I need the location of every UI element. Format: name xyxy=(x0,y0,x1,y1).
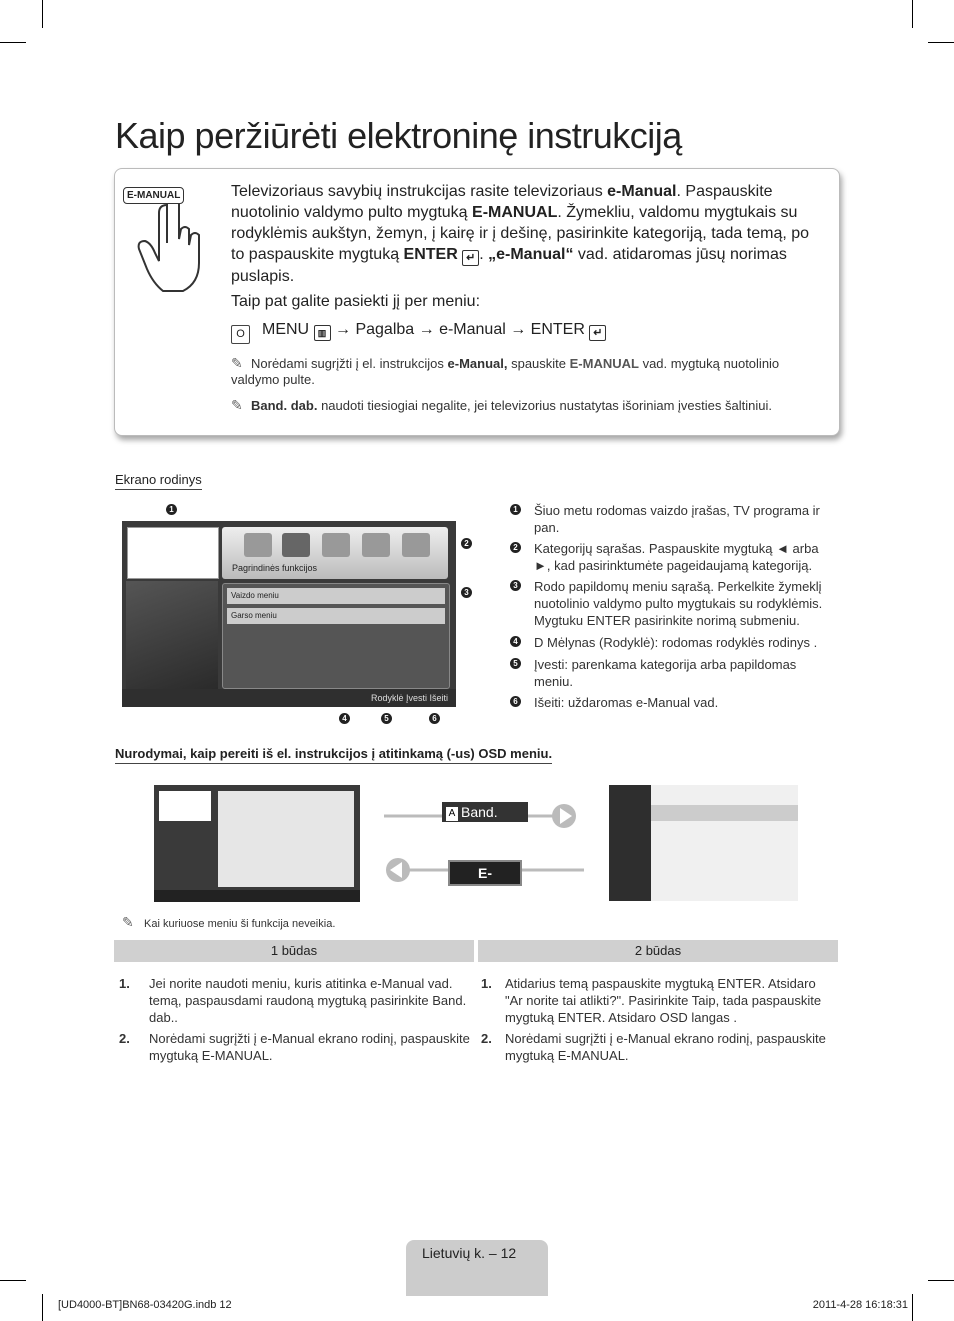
callout-number: 1 xyxy=(510,504,521,515)
menu-item[interactable]: Garso meniu xyxy=(227,608,445,624)
enter-icon: ↵ xyxy=(589,325,606,341)
emanual-page-thumbnail xyxy=(154,785,360,902)
text: → Pagalba → e-Manual → xyxy=(330,321,531,338)
note-2 xyxy=(231,397,821,414)
text: Šiuo metu rodomas vaizdo įrašas, TV programa ir pan. xyxy=(534,503,820,535)
osd-panel xyxy=(651,785,798,901)
text: 1. xyxy=(119,976,130,991)
callout-6: 6 xyxy=(429,713,440,724)
step-1-2 xyxy=(119,1030,469,1066)
text: ENTER xyxy=(403,246,458,263)
screen-bottom-bar: Rodyklė Įvesti Išeiti xyxy=(122,689,456,707)
text: Jei norite naudoti meniu, kuris atitinka e-Manual vad. temą, paspausdami raudoną mygtuką pasirinkite Band. dab.. xyxy=(149,976,467,1025)
category-icon[interactable] xyxy=(402,533,430,557)
text: Išeiti: uždaromas e-Manual vad. xyxy=(534,695,719,710)
footer-date: 2011-4-28 16:18:31 xyxy=(812,1299,908,1311)
text: Band. dab. xyxy=(446,804,498,840)
category-icon[interactable] xyxy=(282,533,310,557)
video-preview xyxy=(127,527,219,579)
note-1 xyxy=(231,355,821,388)
text: Norėdami sugrįžti į e-Manual ekrano rodinį, paspauskite mygtuką E-MANUAL. xyxy=(505,1031,826,1063)
callout-2: 2 xyxy=(461,538,472,549)
callout-number: 6 xyxy=(510,696,521,707)
text: „e-Manual“ xyxy=(488,246,574,263)
callout-5: 5 xyxy=(381,713,392,724)
text: Televizoriaus savybių instrukcijas rasite televizoriaus xyxy=(231,183,608,200)
text: Atidarius temą paspauskite mygtuką ENTER. Atsidaro "Ar norite tai atlikti?". Pasirinkite Taip, tada paspauskite mygtuką ENTER. Atsidaro OSD langas . xyxy=(505,976,822,1025)
menu-icon: ▥ xyxy=(314,325,331,341)
callout-number: 2 xyxy=(510,542,521,553)
text: naudoti tiesiogiai negalite, jei televizorius nustatytas išoriniam įvesties šaltiniui. xyxy=(317,398,772,413)
video-preview xyxy=(159,791,211,821)
crop-mark xyxy=(912,0,913,28)
text: MENU xyxy=(262,321,310,338)
text: . Žymekliu, valdomu mygtukais su rodyklėmis aukštyn, žemyn, į kairę ir į dešinę, pasirinkite kategoriją, tada temą, po to paspauskite mygtuką xyxy=(231,204,810,263)
emanual-screen xyxy=(122,521,456,707)
info-box xyxy=(114,168,840,436)
callout-number: 5 xyxy=(510,658,521,669)
text: e-Manual, xyxy=(447,356,508,371)
page-number-tab: Lietuvių k. – 12 xyxy=(406,1240,548,1296)
footer-file: [UD4000-BT]BN68-03420G.indb 12 xyxy=(58,1299,232,1311)
callout-number: 3 xyxy=(510,580,521,591)
category-icon[interactable] xyxy=(244,533,272,557)
category-title: Pagrindinės funkcijos xyxy=(232,563,318,573)
emanual-button[interactable]: E-MANUAL xyxy=(448,860,522,886)
text: ENTER xyxy=(530,321,585,338)
menu-path xyxy=(231,321,606,344)
pencil-icon: ✎ xyxy=(231,355,243,371)
text: Įvesti: parenkama kategorija arba papildomas meniu. xyxy=(534,657,797,689)
text: Norėdami sugrįžti į el. instrukcijos xyxy=(251,356,448,371)
menu-item[interactable]: Vaizdo meniu xyxy=(227,588,445,604)
page-content xyxy=(218,791,354,887)
osd-menu-thumbnail xyxy=(609,785,798,901)
submenu-list xyxy=(222,583,450,689)
crop-mark xyxy=(928,1280,954,1281)
step-1-1 xyxy=(119,975,469,1025)
category-icon[interactable] xyxy=(322,533,350,557)
text: Band. dab. xyxy=(251,398,318,413)
band-dab-button[interactable] xyxy=(442,802,528,840)
text: 2. xyxy=(481,1031,492,1046)
decor-image xyxy=(126,581,218,691)
text: Rodo papildomų meniu sąrašą. Perkelkite žymeklį nuotolinio valdymo pulto mygtukais su rodyklėmis. Mygtuku ENTER pasirinkite norimą submeniu. xyxy=(534,579,823,628)
callout-1: 1 xyxy=(166,504,177,515)
text: 1. xyxy=(481,976,492,991)
text: Kategorijų sąrašas. Paspauskite mygtuką ◄ arba ►, kad pasirinktumėte pageidaujamą kategoriją. xyxy=(534,541,819,573)
osd-note xyxy=(122,914,335,932)
enter-icon: ↵ xyxy=(462,250,479,266)
info-paragraph-2: Taip pat galite pasiekti jį per meniu: xyxy=(231,293,481,310)
pencil-icon: ✎ xyxy=(122,914,134,930)
step-2-1 xyxy=(481,975,835,1025)
category-bar xyxy=(222,527,448,579)
step-2-2 xyxy=(481,1030,835,1066)
crop-mark xyxy=(42,1294,43,1321)
crop-mark xyxy=(928,42,954,43)
text: vad. atidaromas jūsų norimas puslapis. xyxy=(231,246,787,285)
info-paragraph: Televizoriaus savybių instrukcijas rasite televizoriaus e-Manual. Paspauskite nuotolinio valdymo pulto mygtuką E-MANUAL. Žymekliu, valdomu mygtukais su rodyklėmis aukštyn, žemyn, į kairę ir į dešinę, pasirinkite kategoriją, tada temą, po to paspauskite mygtuką ENTER ↵ . „e-Manual“ vad. atidaromas jūsų norimas puslapis. Taip pat galite pasiekti jį per meniu: xyxy=(231,181,821,312)
text: e-Manual xyxy=(607,183,677,200)
bottom-bar xyxy=(154,890,360,902)
text: spauskite xyxy=(507,356,570,371)
section-label-screen: Ekrano rodinys xyxy=(115,472,202,490)
a-button-letter: A xyxy=(446,807,458,821)
page-title: Kaip peržiūrėti elektroninę instrukciją xyxy=(115,115,682,156)
menu-shortcut-icon: O xyxy=(231,325,250,344)
text: . Paspauskite nuotolinio valdymo pulto mygtuką xyxy=(231,183,773,221)
text: E-MANUAL xyxy=(472,204,558,221)
crop-mark xyxy=(0,1280,26,1281)
text: D Mėlynas (Rodyklė): rodomas rodyklės rodinys . xyxy=(534,635,818,650)
text: Norėdami sugrįžti į e-Manual ekrano rodinį, paspauskite mygtuką E-MANUAL. xyxy=(149,1031,470,1063)
table-header-col1: 1 būdas xyxy=(114,940,474,962)
table-header-col2: 2 būdas xyxy=(478,940,838,962)
pencil-icon: ✎ xyxy=(231,397,243,413)
section-label-osd: Nurodymai, kaip pereiti iš el. instrukcijos į atitinkamą (-us) OSD meniu. xyxy=(115,746,552,764)
callout-4: 4 xyxy=(339,713,350,724)
osd-selected-row xyxy=(651,805,798,821)
category-icon[interactable] xyxy=(362,533,390,557)
text: E-MANUAL xyxy=(569,356,639,371)
crop-mark xyxy=(42,0,43,28)
text: Kai kuriuose meniu ši funkcija neveikia. xyxy=(144,918,336,930)
text: vad. mygtuką nuotolinio valdymo pulte. xyxy=(231,356,780,387)
emanual-badge: E-MANUAL xyxy=(123,187,184,204)
crop-mark xyxy=(0,42,26,43)
callout-number: 4 xyxy=(510,636,521,647)
crop-mark xyxy=(912,1294,913,1321)
text: 2. xyxy=(119,1031,130,1046)
callout-3: 3 xyxy=(461,587,472,598)
